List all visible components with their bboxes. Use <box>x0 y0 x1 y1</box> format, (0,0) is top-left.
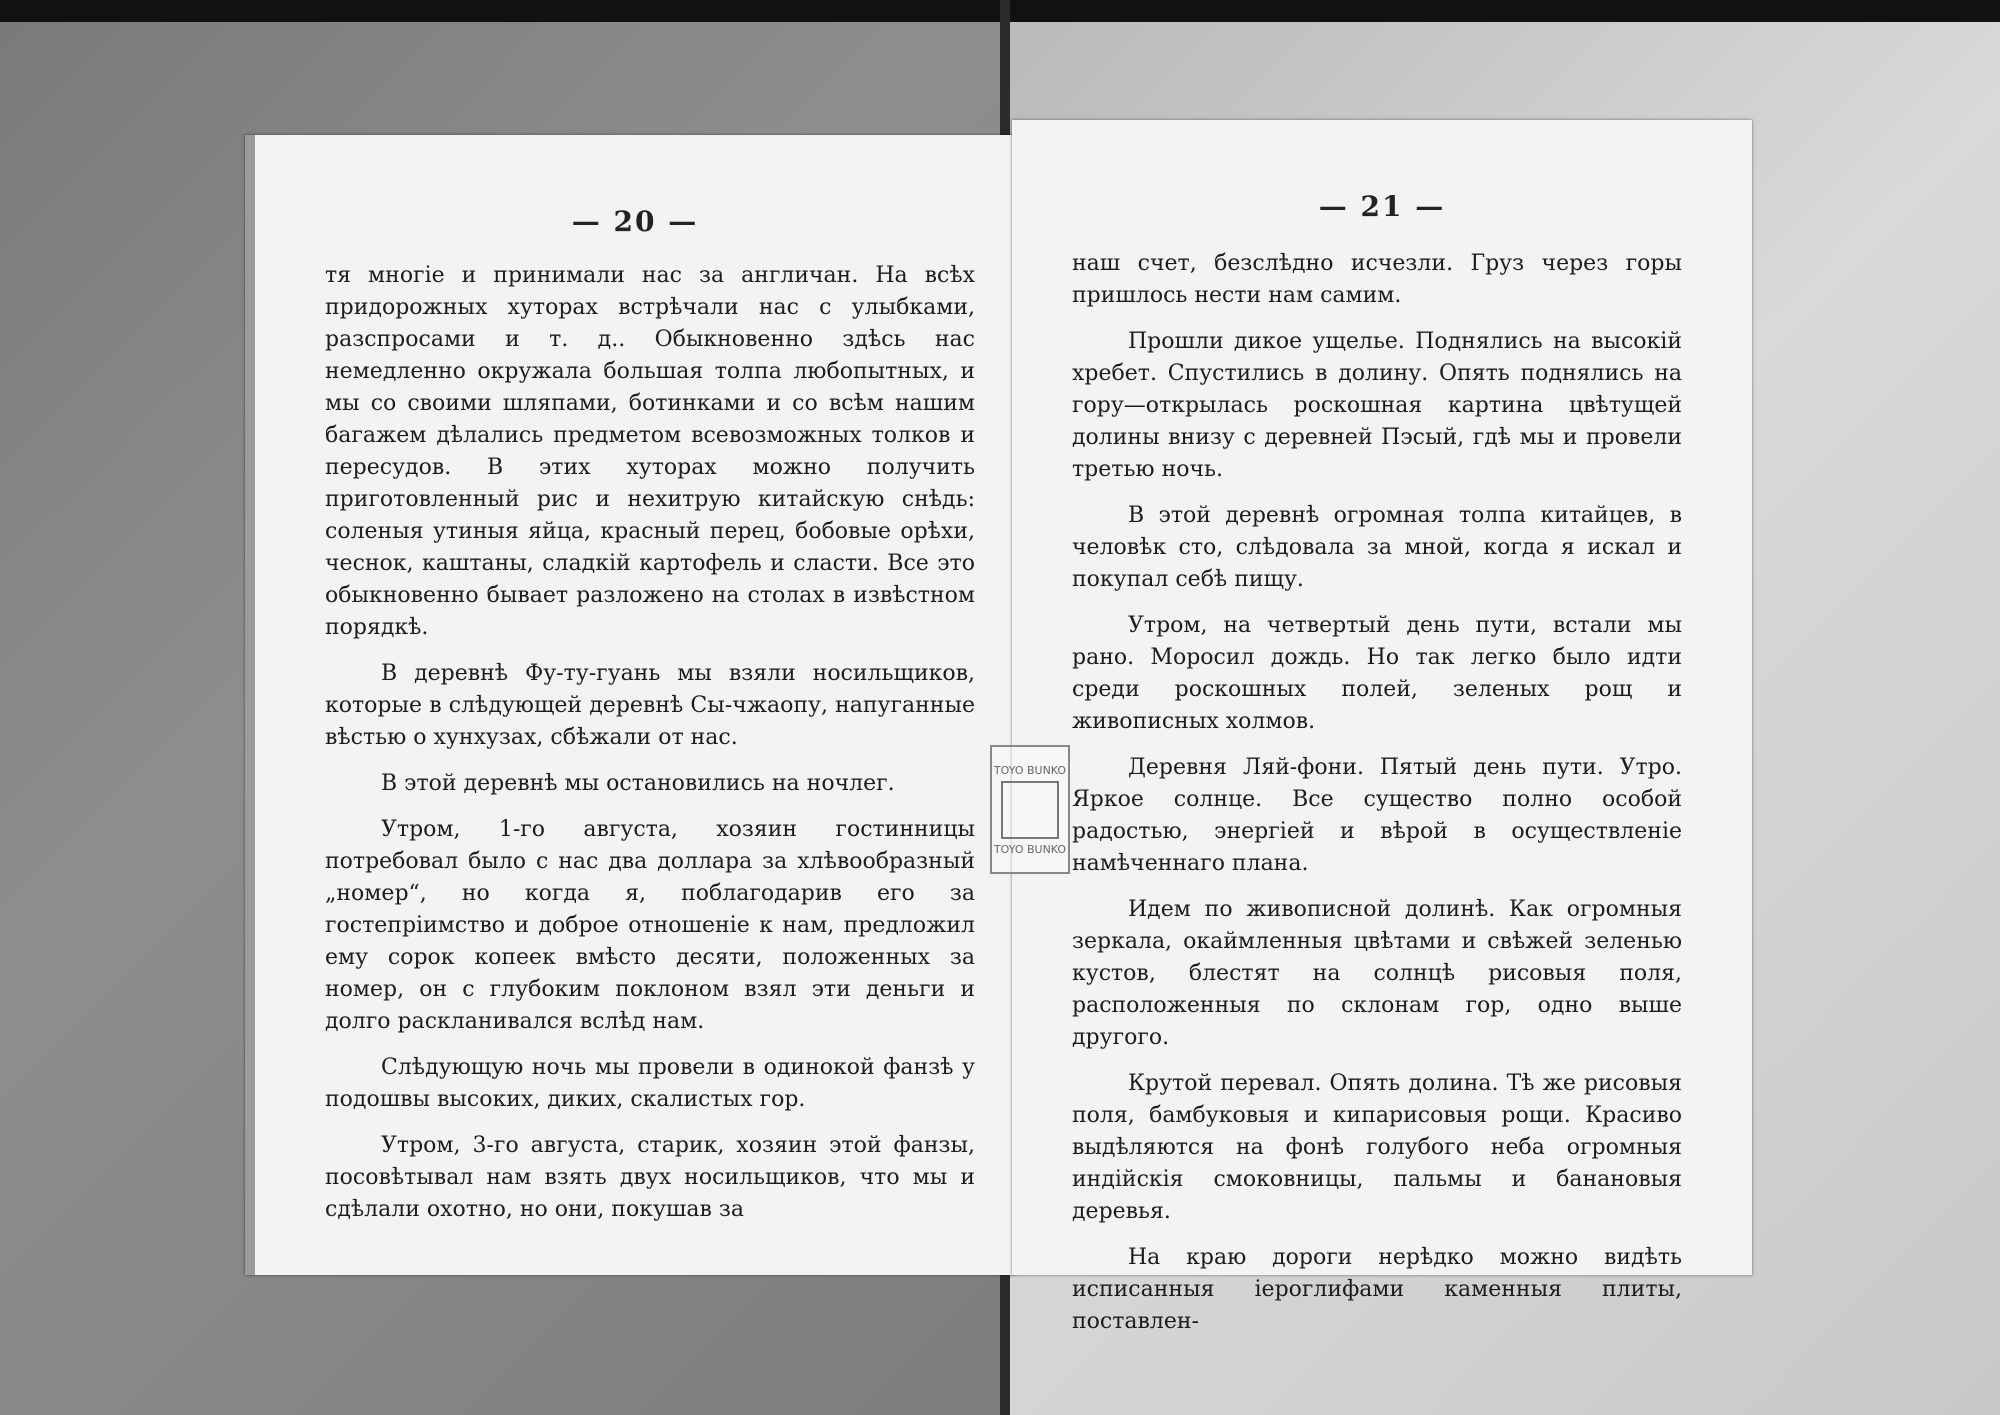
paragraph: В деревнѣ Фу-ту-гуань мы взяли носильщиков, которые в слѣдующей деревнѣ Сы-чжаопу, напуганные вѣстью о хунхузах, сбѣжали от нас. <box>325 661 975 750</box>
paragraph: тя многіе и принимали нас за англичан. На всѣх придорожных хуторах встрѣчали нас с улыбками, разспросами и т. д.. Обыкновенно здѣсь нас немедленно окружала большая толпа любопытных, и мы со своими шляпами, ботинками и со всѣм нашим багажем дѣлались предметом всевозможных толков и пересудов. В этих хуторах можно получить приготовленный рис и нехитрую китайскую снѣдь: соленыя утиныя яйца, красный перец, бобовые орѣхи, чеснок, каштаны, сладкій картофель и сласти. Все это обыкновенно бывает разложено на столах в извѣстном порядкѣ. <box>325 263 975 640</box>
paragraph: Утром, 3-го августа, старик, хозяин этой фанзы, посовѣтывал нам взять двух носильщиков, что мы и сдѣлали охотно, но они, покушав за <box>325 1133 975 1222</box>
left-page <box>245 135 1015 1275</box>
paragraph: Крутой перевал. Опять долина. Тѣ же рисовыя поля, бамбуковыя и кипарисовыя рощи. Красиво выдѣляются на фонѣ голубого неба огромныя индійскія смоковницы, пальмы и банановыя деревья. <box>1072 1071 1682 1224</box>
paragraph: В этой деревнѣ мы остановились на ночлег. <box>381 771 895 796</box>
stamp-seal-icon <box>1001 781 1059 839</box>
right-page-text <box>1072 248 1682 1352</box>
stamp-text-top: TOYO BUNKO <box>993 763 1067 777</box>
page-number-right: — 21 — <box>1318 190 1446 223</box>
paragraph: Деревня Ляй-фони. Пятый день пути. Утро. Яркое солнце. Все существо полно особой радостью, энергіей и вѣрой в осуществленіе намѣченнаго плана. <box>1072 755 1682 876</box>
paragraph: Утром, на четвертый день пути, встали мы рано. Моросил дождь. Но так легко было идти среди роскошных полей, зеленых рощ и живописных холмов. <box>1072 613 1682 734</box>
library-stamp <box>990 745 1070 874</box>
stamp-text-bottom: TOYO BUNKO <box>993 842 1067 856</box>
right-page <box>1012 120 1752 1334</box>
paragraph: наш счет, безслѣдно исчезли. Груз через горы пришлось нести нам самим. <box>1072 251 1682 308</box>
paragraph: Идем по живописной долинѣ. Как огромныя зеркала, окаймленныя цвѣтами и свѣжей зеленью кустов, блестят на солнцѣ рисовыя поля, расположенныя по склонам гор, одно выше другого. <box>1072 897 1682 1050</box>
paragraph: Прошли дикое ущелье. Поднялись на высокій хребет. Спустились в долину. Опять поднялись на гору—открылась роскошная картина цвѣтущей долины внизу с деревней Пэсый, гдѣ мы и провели третью ночь. <box>1072 329 1682 482</box>
page-number-left: — 20 — <box>571 205 699 238</box>
paragraph: В этой деревнѣ огромная толпа китайцев, в человѣк сто, слѣдовала за мной, когда я искал и покупал себѣ пищу. <box>1072 503 1682 592</box>
left-page-text <box>325 260 975 1240</box>
paragraph: Слѣдующую ночь мы провели в одинокой фанзѣ у подошвы высоких, диких, скалистых гор. <box>325 1055 975 1112</box>
paragraph: Утром, 1-го августа, хозяин гостинницы потребовал было с нас два доллара за хлѣвообразный „номер“, но когда я, поблагодарив его за гостепріимство и доброе отношеніе к нам, предложил ему сорок копеек вмѣсто десяти, положенных за номер, он с глубоким поклоном взял эти деньги и долго раскланивался вслѣд нам. <box>325 817 975 1034</box>
paragraph: На краю дороги нерѣдко можно видѣть исписанныя іероглифами каменныя плиты, поставлен- <box>1072 1245 1682 1334</box>
